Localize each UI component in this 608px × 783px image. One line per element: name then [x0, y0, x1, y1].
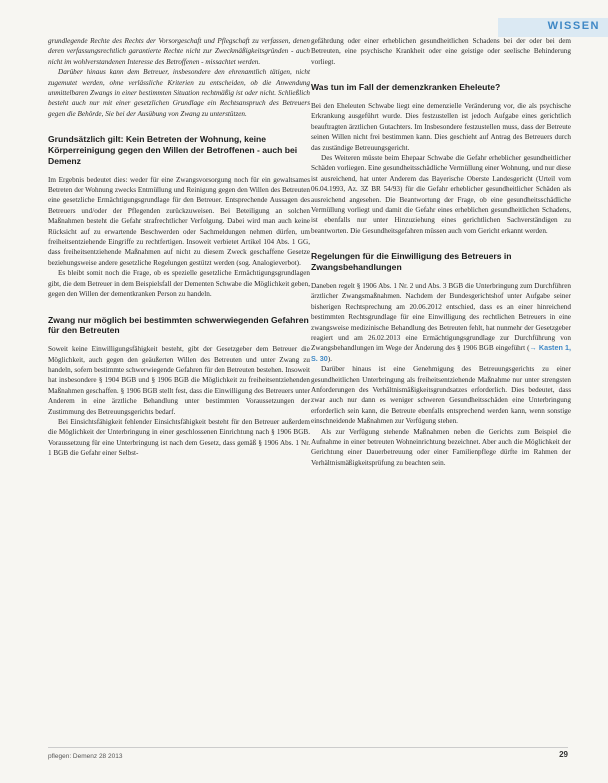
right-paragraph-6: Als zur Verfügung stehende Maßnahmen neben die Gerichts zum Beispiel die Aufnahme in einer betreuten Wohneinrichtung bezeichnet. Aber auch die Möglichkeit der Gerichtung einer Dauerbetreuung oder einer Familienpflege dürfte im Rahmen der Verhältnismäßigkeitsprüfung zu beachten sein. [311, 427, 571, 467]
right-paragraph-4: Daneben regelt § 1906 Abs. 1 Nr. 2 und Abs. 3 BGB die Unterbringung zum Durchführen ärztlicher Zwangsmaßnahmen. Nachdem der Bundesgerichtshof unter Aufgabe seiner bisherigen Rechtsprechung am 20.06.2012 entschied, dass es an einer hinreichend bestimmten Rechtsgrundlage für eine Einwilligung des rechtlichen Betreuers in eine zwangsweise medizinische Behandlung des Betreuten fehlt, hat nunmehr der Gesetzgeber reagiert und am 26.02.2013 eine Ermächtigungsgrundlage zur Durchführung von Zwangsbehandlungen im Wege der Änderung des § 1906 BGB eingeführt (→ Kasten 1, S. 30). [311, 281, 571, 363]
section-label: WISSEN [547, 20, 600, 32]
left-paragraph-2: Darüber hinaus kann dem Betreuer, insbesondere den ehrenamtlich tätigen, nicht zugemutet werden, ohne verlässliche Kriterien zu entscheiden, ob die Anwendung unmittelbaren Zwangs in einer bestimmten Situation rechtmäßig ist oder nicht. Schließlich besteht auch nur mit einer gesetzlichen Grundlage ein Rechtsanspruch des Betreuers gegen die Behörde, Sie bei der Ausübung von Zwang zu unterstützen. [48, 68, 310, 118]
right-paragraph-3: Des Weiteren müsste beim Ehepaar Schwabe die Gefahr erheblicher gesundheitlicher Schäden vorliegen. Eine gesundheitsschädliche Vermüllung einer Wohnung, und nur diese ist ausreichend, hat unter Anderem das Bayerische Oberste Landesgericht (Urteil vom 06.04.1993, Az. 3Z BR 54/93) für die Gefahr erheblicher gesundheitlicher Schäden als ausreichend angesehen. Die Beantwortung der Frage, ob eine gesundheitsschädliche Vermüllung vorliegt und damit die Gefahr eines erheblichen gesundheitlichen Schadens, ist ebenfalls nur unter Hinzuziehung eines gerichtlichen Sachverständigen zu beantworten. Die Gesundheitsgefahren müssen auch vom Gericht erkannt werden. [311, 154, 571, 235]
left-column [48, 36, 310, 459]
left-paragraph-3: Im Ergebnis bedeutet dies: weder für eine Zwangsvorsorgung noch für ein gewaltsames Betreten der Wohnung zwecks Entmüllung und Reinigung gegen den Willen des Betreuten eine gesetzliche Ermächtigungsgrundlage für den Betreuer. Entsprechende Aussagen des Betreuers und/oder der Pflegenden zurückzuweisen. Bei Beteiligung an solchen Maßnahmen besteht die Gefahr strafrechtlicher Verfolgung. Dabei wird man auch keine Rücksicht auf zu erwartende Beschwerden oder Sachmeldungen nehmen dürfen, um freiheitsentziehende Eingriffe zu rechtfertigen. Insoweit verbietet Artikel 104 Abs. 1 GG, dass freiheitsentziehende Maßnahmen auf nicht zu diesem Zweck geschaffene Gesetze beziehungsweise andere gesetzliche Regelungen gestützt werden (sog. Analogieverbot). [48, 175, 310, 267]
right-heading-1: Was tun im Fall der demenzkranken Eheleute? [311, 82, 501, 93]
right-heading-2: Regelungen für die Einwilligung des Betreuers in Zwangsbehandlungen [311, 251, 512, 273]
right-paragraph-4-text: Daneben regelt § 1906 Abs. 1 Nr. 2 und Abs. 3 BGB die Unterbringung zum Durchführen ärztlicher Zwangsmaßnahmen. Nachdem der Bundesgerichtshof unter Aufgabe seiner bisherigen Rechtsprechung am 20.06.2012 entschied, dass es an einer hinreichend bestimmten Rechtsgrundlage für eine Einwilligung des rechtlichen Betreuers in eine zwangsweise medizinische Behandlung des Betreuten fehlt, hat nunmehr der Gesetzgeber reagiert und am 26.02.2013 eine Ermächtigungsgrundlage zur Durchführung von Zwangsbehandlungen im Wege der Änderung des § 1906 BGB eingeführt [311, 281, 571, 353]
page-number: 29 [559, 750, 568, 759]
box-reference-link[interactable]: → Kasten 1, S. 30 [311, 343, 571, 363]
right-paragraph-1: gefährdung oder einer erheblichen gesundheitlichen Schadens bei der oder bei dem Betreuten, eine psychische Krankheit oder eine geistige oder seelische Behinderung vorliegt. [311, 37, 571, 66]
left-paragraph-1: grundlegende Rechte des Rechts der Vorsorgeschaft und Pflegschaft zu verfassen, denen deren verfassungsrechtlich garantierte Rechte nicht zur Zweckmäßigkeitsgründen - auch nicht im wohlverstandenen Interesse des Betroffenen - missachtet werden. [48, 37, 310, 66]
box-reference-label: Kasten 1, S. 30 [311, 343, 571, 363]
left-paragraph-4: Es bleibt somit noch die Frage, ob es spezielle gesetzliche Ermächtigungsgrundlagen gibt, die dem Betreuer in dem Beispielsfall der Dementen Schwabe die Möglichkeit geben, gegen den Willen der dementkranken Person zu handeln. [48, 269, 310, 299]
right-column [311, 36, 571, 468]
left-heading-1: Grundsätzlich gilt: Kein Betreten der Wohnung, keine Körperreinigung gegen den Willen der Betroffenen - auch bei Demenz [48, 134, 298, 166]
left-paragraph-5: Soweit keine Einwilligungsfähigkeit besteht, gibt der Gesetzgeber dem Betreuer die Möglichkeit, auch gegen den geäußerten Willen des Betreuten und unter Zwang zu handeln, sofern bestimmte schwerwiegende Gefahren für den Betreuten bestehen. Insoweit hat insbesondere § 1904 BGB und § 1906 BGB die Möglichkeit zu freiheitsentziehenden Maßnahmen geschaffen. § 1906 BGB stellt fest, dass die Einwilligung des Betreuers unter Anderem in eine ärztliche Behandlung unter bestimmten Voraussetzungen der Zustimmung des Betreuungsgerichts bedarf. [48, 345, 310, 416]
left-heading-2: Zwang nur möglich bei bestimmten schwerwiegenden Gefahren für den Betreuten [48, 314, 309, 336]
right-paragraph-2: Bei den Eheleuten Schwabe liegt eine demenzielle Veränderung vor, die als psychische Erkrankung ausgeführt wurde. Dies festzustellen ist jedoch Aufgabe eines gerichtlich beauftragten ärztlichen Gutachters. Im Insbesondere festzustellen muss, dass der Betreute seinen Willen nicht frei bestimmen kann. Dies geschieht auf Antrag des Betreuers durch das zuständige Betreuungsgericht. [311, 102, 571, 152]
right-paragraph-5: Darüber hinaus ist eine Genehmigung des Betreuungsgerichts zu einer gesundheitlichen Unterbringung als freiheitsentziehende Maßnahme nur unter strengsten Anforderungen des Verhältnismäßigkeitsgrundsatzes erforderlich. Dies bedeutet, dass zwar auch nur dann es weniger schweren Gesundheitsschäden eine Unterbringung erforderlich sein kann, die Betreute ebenfalls entsprechend werden kann, wenn sonstige einschneidende Maßnahmen zur Verfügung stehen. [311, 365, 571, 426]
left-paragraph-6: Bei Einsichtsfähigkeit fehlender Einsichtsfähigkeit besteht für den Betreuer außerdem die Möglichkeit der Unterbringung in einer geschlossenen Einrichtung nach § 1906 BGB. Voraussetzung für eine Unterbringung ist nach dem Gesetz, dass gemäß § 1906 Abs. 1 Nr. 1 BGB die Gefahr einer Selbst- [48, 417, 310, 458]
footer-divider [48, 747, 568, 748]
footer-magazine: pflegen: Demenz 28 2013 [48, 753, 123, 760]
